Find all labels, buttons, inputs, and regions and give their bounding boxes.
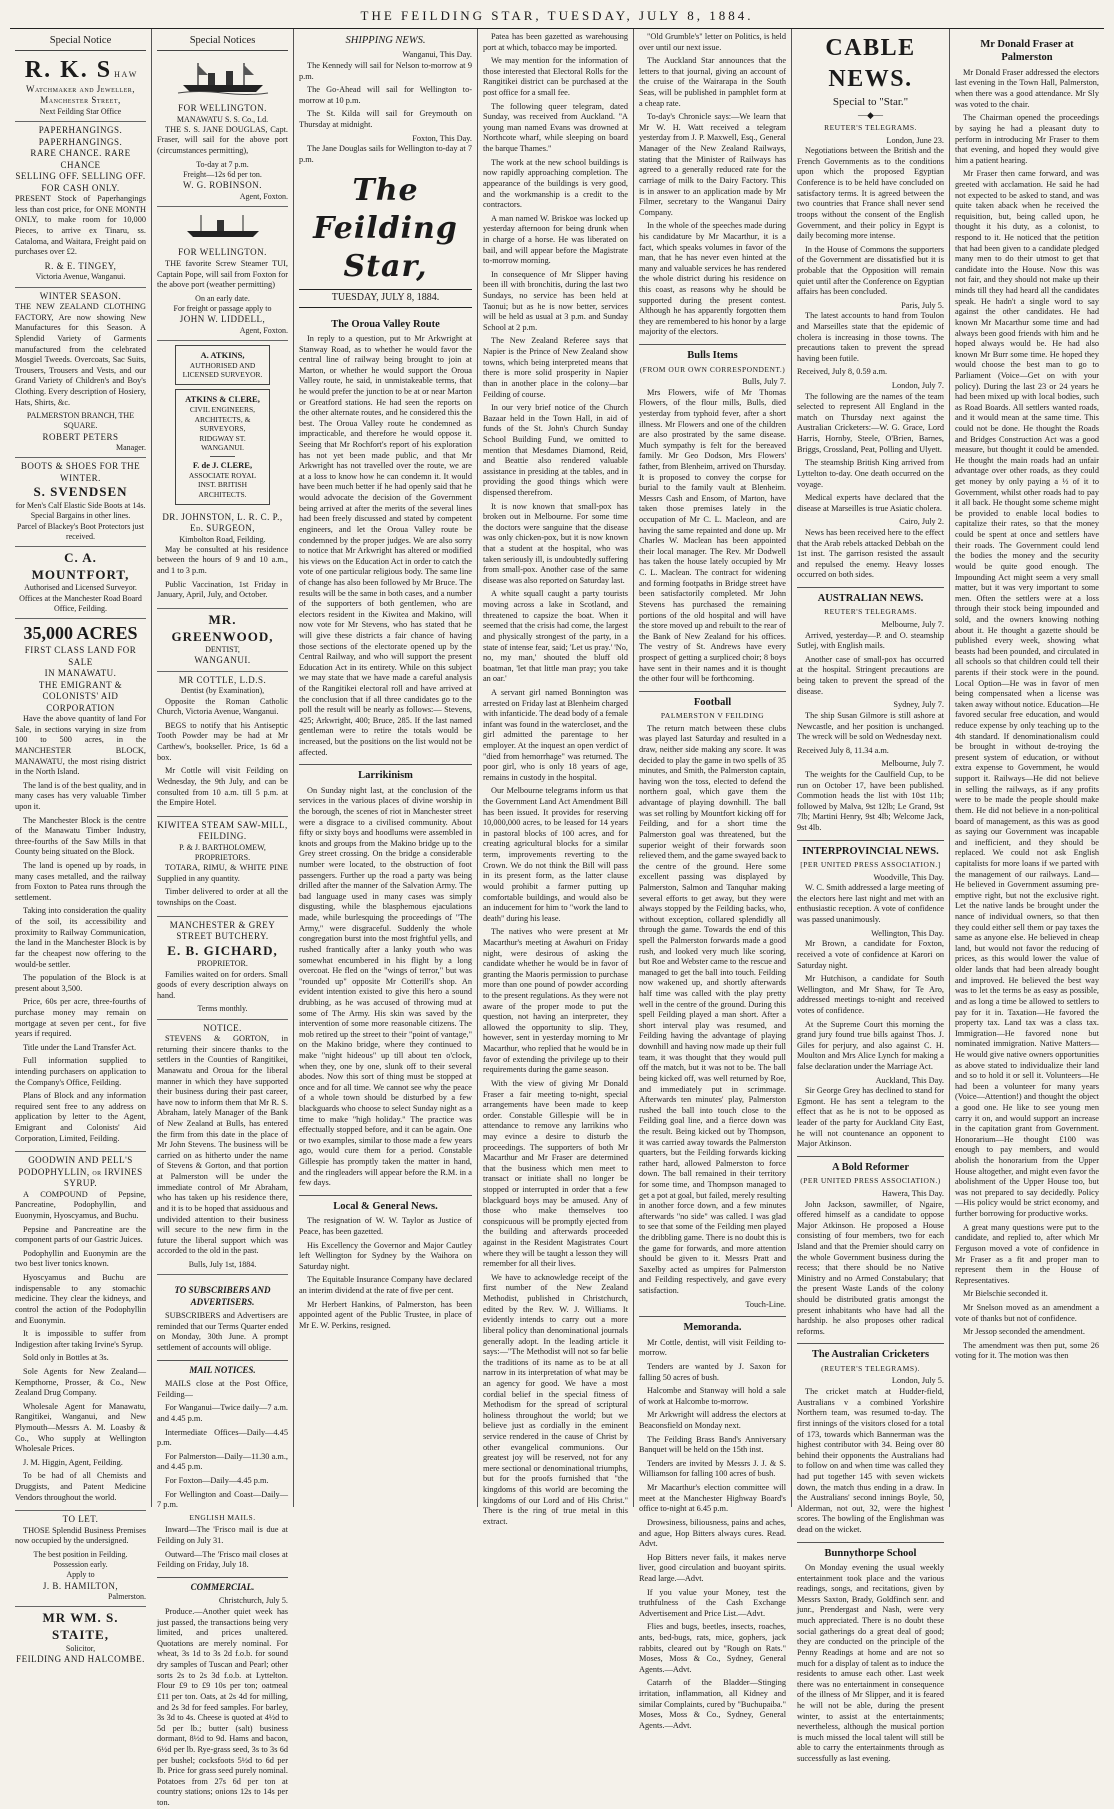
paragraph: At the Supreme Court this morning the grand jury found true bills against Thos. J. Giles for perjury, and also against C. H. Moulton and Mrs Alice Lynch for making a false declaration under the Marriage Act. (797, 1019, 944, 1071)
ad-signature: ROBERT PETERS (42, 431, 119, 442)
paragraph: His Excellency the Governor and Major Cautley left Wellington for Sydney by the Waihora on Saturday night. (299, 1240, 472, 1271)
ad-headline: 35,000 ACRES (23, 622, 138, 643)
ad-signature: Manager. (116, 443, 146, 453)
dateline: Auckland, This Day. (875, 1075, 944, 1085)
paragraph: Catarrh of the Bladder—Stinging irritation, inflammation, all Kidney and similar Complaints, cured by "Buchupaiba." Moses, Moss & Co., Sydney, General Agents.—Advt. (639, 1678, 786, 1730)
dateline: Paris, July 5. (901, 300, 944, 310)
ad-trade: Watchmaker and Jeweller, (25, 83, 136, 94)
dateline: Wellington, This Day. (871, 928, 944, 938)
ad-paragraph: BEGS to notify that his Antiseptic Tooth Powder may be had at Mr Carthew's, bookseller. Price, 1s 6d a box. (157, 720, 288, 762)
paragraph: Mr Cottle, dentist, will visit Feilding to-morrow. (639, 1337, 786, 1358)
paragraph: Mr Jessop seconded the amendment. (963, 1327, 1085, 1337)
ad-title: GOODWIN AND PELL'S PODOPHYLLIN, or IRVINES SYRUP. (18, 1155, 143, 1189)
columns (10, 29, 1104, 1807)
paragraph: The weights for the Caulfield Cup, to be run on October 17, have been published. Commotion heads the list with 10st 11b; followed by Malva, 9st 12lb; Le Grand, 9st 7lb; Martini Henry, 9st 4lb; Welcome Jack, 9st 4lb. (797, 769, 944, 832)
ad-paragraph: Sold only in Bottles at 3s. (23, 1353, 109, 1363)
paragraph: SUBSCRIBERS and Advertisers are reminded that our Terms Quarter ended on Monday, 30th June. A prompt settlement of accounts will oblige. (157, 1311, 288, 1353)
ad-paragraph: Public Vaccination, 1st Friday in January, April, July, and October. (157, 579, 288, 600)
ad-paragraph: Opposite the Roman Catholic Church, Victoria Avenue, Wanganui. (157, 696, 288, 717)
ad-line: Special Bargains in other lines. (30, 511, 131, 521)
ad-line: SELLING OFF. SELLING OFF. (15, 171, 146, 182)
ad-line: Dentist (by Examination), (180, 686, 265, 696)
paragraph: Medical experts have declared that the disease at Marseilles is true Asiatic cholera. (797, 493, 944, 513)
paragraph: In reply to a question, put to Mr Arkwright at Stanway Road, as to whether he would favor the central line of railway being brought to join at Marton, or whether he would support the Oroua Valley route, he said, in unmistakeable terms, that he would prefer the junction to be at or near Marton or Greatford stations. He had seen the reports on the other alternate routes, and he considered this the best. The Oroua Valley route he condemned as impracticable, and therefore he would oppose it. Seeing that Mr Rochfort's report of his exploration has not yet been made public, and that Mr Arkwright has not travelled over the route, we are at a loss to know how he can condemn it. It would have been much better if he had openly said that he would advocate the decision of the Government being arrived at after the merits of the several lines had been freely discussed and stated by competent engineers, and let the Oroua Valley route be condemned by the proper judges. We are also sorry to notice that Mr Arkwright has altered or modified his views on the Education Act in order to catch the vote of one particular religious body. The same line of change has also been followed by Mr Bruce. The results will be the same in both cases, and a number of the supporters of both gentlemen, who are electors resident in the Kiwitea and Makino, will now vote for Mr Stevens, who has stated that he will give these districts a fair chance of having those sections of the electorate opened up by the Central Railway, and who will support the present Education Act in its entirety. While on this subject we may state that we have made a careful analysis of the Rangitikei electoral roll and have arrived at the conclusion that if all three candidates go to the poll the result will be nearly as follows:— Stevens, 425; Arkwright, 400; Bruce, 285. If the last named gentleman were to retire the totals would be increased, but the positions on the list would not be affected. (299, 333, 472, 757)
paragraph: Halcombe and Stanway will hold a sale of work at Halcombe to-morrow. (639, 1386, 786, 1406)
ad-staite (15, 1607, 146, 1669)
paragraph: The following are the names of the team selected to represent All England in the match on Thursday next against the Australian Cricketers:—W. G. Grace, Lord Harris, Hornby, Steele, O'Brien, Barnes, Briggs, Crossland, Peat, Polling and Ulyett. (797, 391, 944, 454)
ad-name-right: H A W (114, 70, 137, 80)
ad-boots (15, 458, 146, 547)
ad-card-atkins-clere (175, 389, 270, 505)
paragraph: "Old Grumble's" letter on Politics, is held over until our next issue. (639, 32, 786, 52)
paragraph: Mr Arkwright will address the electors at Beaconsfield on Monday next. (639, 1410, 786, 1431)
ad-dr-johnston (157, 509, 288, 609)
ad-name-left: R. K. S (24, 57, 113, 84)
issue-date: TUESDAY, JULY 8, 1884. (299, 289, 472, 308)
ad-title: FOR WELLINGTON. (178, 247, 267, 258)
paragraph: Mr Hutchison, a candidate for South Wellington, and Mr Shaw, for Te Aro, addressed meetings to-night and received votes of confidence. (797, 974, 944, 1015)
article-title: Local & General News. (299, 1195, 472, 1213)
ad-signature: W. G. ROBINSON. (183, 180, 262, 191)
article-byline: REUTER'S TELEGRAMS. (824, 607, 917, 617)
article-signature: Touch-Line. (745, 1299, 786, 1309)
paragraph: The Chairman opened the proceedings by saying he had a pleasant duty to perform in introducing Mr Fraser to them that evening, and hoped they would give him a patient hearing. (955, 113, 1099, 165)
column-3 (294, 29, 478, 1507)
ad-paragraph: THE S. S. JANE DOUGLAS, Capt. Fraser, will sail for the above port (circumstances permitting), (157, 124, 288, 156)
article-title: AUSTRALIAN NEWS. (797, 587, 944, 605)
ad-paragraph: To be had of all Chemists and Druggists, and Patent Medicine Vendors throughout the world. (15, 1471, 146, 1502)
ad-signature: Palmerston. (108, 1592, 146, 1602)
paragraph: Mr Snelson moved as an amendment a vote of thanks but not of confidence. (955, 1302, 1099, 1323)
section-title: SHIPPING NEWS. (345, 35, 426, 46)
dateline: Woodville, This Day. (873, 872, 944, 882)
article-title: Memoranda. (639, 1316, 786, 1334)
ad-to-let (15, 1511, 146, 1607)
paragraph: Outward—The 'Frisco mail closes at Feilding on Friday, July 18. (157, 1549, 288, 1570)
dateline: Melbourne, July 7. (881, 620, 944, 630)
column-7 (950, 29, 1104, 1507)
paragraph: Received, July 8, 0.59 a.m. (797, 367, 888, 377)
ad-paragraph: It is impossible to suffer from Indigestion after taking Irvine's Syrup. (15, 1329, 146, 1349)
paragraph: For Wellington and Coast—Daily—7 p.m. (157, 1489, 288, 1510)
article-title: INTERPROVINCIAL NEWS. (797, 840, 944, 858)
divider (210, 456, 236, 457)
paragraph: Tenders are invited by Messrs J. J. & S. Williamson for falling 100 acres of bush. (639, 1458, 786, 1479)
article-byline: (PER UNITED PRESS ASSOCIATION.) (800, 1176, 941, 1186)
column-2 (152, 29, 294, 1807)
ad-cottle (157, 672, 288, 817)
section-title: MAIL NOTICES. (157, 1360, 288, 1377)
ad-line: Possession early. (53, 1560, 108, 1570)
ad-signature: Victoria Avenue, Wanganui. (35, 272, 126, 282)
paragraph: The natives who were present at Mr Macarthur's meeting at Awahuri on Friday night, were desirous of asking the candidate whether he would be in favor of granting the Maoris permission to purchase more than one pound of powder according to the present regulations. As they were not aware of the proper mode to put the question, not having an interpreter, they allowed the opportunity to slip. They, however, sent in yesterday morning to Mr Macarthur, who replied that he would be in favor of extending the privilege up to their requirements during the game season. (483, 927, 628, 1075)
paragraph: In our very brief notice of the Church Bazaar held in the Town Hall, in aid of funds of the St. John's Church Sunday School Building Fund, we omitted to mention that Mesdames Diamond, Reid, and Beattie also rendered valuable assistance in presiding at the tables, and in providing the good things which were dispensed therefrom. (483, 403, 628, 497)
card-role: AUTHORISED AND LICENSED SURVEYOR. (182, 360, 263, 380)
ad-signature: Agent, Foxton. (239, 325, 288, 335)
ad-paragraph: STEVENS & GORTON, in returning their sincere thanks to the settlers in the Counties of Rangitikei, Manawatu and Oroua for the liberal manner in which they have supported their business during their past career, have now to inform them that Mr R. S. Abraham, lately Manager of the Bank of New Zealand at Bulls, has entered the firm from this date in the place of Mr John Stevens. The business will be carried on as hitherto under the name of Stevens & Gorton, and that portion at Palmerston will be under the immediate control of Mr Abraham, who has taken up his residence there, and it is to be hoped that assiduous and undivided attention to their business will secure to the new firm in the future the liberal support which was accorded to the old in the past. (157, 1034, 288, 1256)
ad-35000-acres (15, 619, 146, 1152)
ad-name: MR COTTLE, L.D.S. (178, 674, 267, 685)
paragraph: Mr Fraser then came forward, and was greeted with acclamation. He said he had not expected to be asked to stand, and was quite taken aback when he received the requisition, but, being called upon, he thought it his duty, as a colonist, to respond to it. He noticed that the petition that had been given to a candidate pledged many men to do their utmost to get that candidate into the House. Now this was not fair, and they should not make up their minds till they had heard all the candidates speak. He hadn't a single word to say against the other candidates. He had known Mr Macarthur some time and had always been good friends with him and he hoped always would be. He had also known Mr Burr some time. He hoped they would choose the best man to go to Parliament (Voice—Get on with your policy). During the last 23 or 24 years he had been mixed up with local bodies, such as Road Boards. All settlers wanted roads, and it would mean at the same time. This could not be done. He thought the Roads and Bridges Construction Act was a good measure, but thought it could be amended. He thought the main roads had an unfair advantage over other roads, as they could get money by only paying a ½ of it to Government, whilst other roads had to pay it all back. He thought some scheme might be provided to enable local bodies to capitalize their rates, so that the money could be spent at once and settlers have their roads. The Government could lend the bodies the money and the security would be quite good enough. The Impounding Act might seem a very small matter, but it was very important to some men. Often the settlers were at a loss through their stock being impounded and sold, and the owners knowing nothing about it. He thought a gazette should be published every week, showing what beasts had been pounded, and circulated in all schools so that children could tell their parents if their stock were in the pound. Local Option—He was in favor of men being compensated when a license was taken away without notice. Education—He favored secular free education, and would reduce expense by only teaching up to the 4th standard. If denominationalism could be brought in without de-troying the present system of education, or without extra expense to Government, he would support it. Railways—He did not believe in selling the railways, as if any profits were to be made the people should make them. He did not believe in a non-political board of management, as this was as good as saying our Government was incapable and inefficient, and they should be replaced. We could not ask English capitalists for more loans if we parted with the management of our railways. Land—He believed in Government assuming pre-emptive right, but not the exclusive right. Let the native lands be brought under the nance of individual owners, so that then they could either sell them or pay taxes the same as anyone else. He believed in cheap land, but would not favor the reducing of prices, as this would lower the value of older lands that had been already bought and improved. He believed the best way was to let the terms be as easy as possible, and as long a time be allowed to settlers to pay for it in. Taxation—He favored the property tax. Land tax was a class tax. Immigration—He favored none but nominated immigration. Native Matters—He would give native owners opportunities as above stated to individualize their land and so to hold it or sell it. Volunteers—He had been a volunteer for many years (Voice—Attention!) and thought the object a good one. He like to see young men carry it on, and would support an increase in the capitation grant from Government. Honorarium—He thought £100 was enough to pay members, and would abolish the honorarium from the Upper House altogether, and might even favor the abolishment of the Upper House too, but was not prepared to say decidedly. Policy—His policy would be strict economy, and further borrowing for productive works. (955, 169, 1099, 1219)
paragraph: We may mention for the information of those interested that Electoral Rolls for the Rangitikei district can be purchased at the post office for a small fee. (483, 56, 628, 98)
ad-title: MANCHESTER & GREY STREET BUTCHERY. (169, 919, 276, 942)
paragraph: With the view of giving Mr Donald Fraser a fair meeting to-night, special arrangements have been made to keep order. Constable Gillespie will be in attendance to remove any larrikins who may evince a desire to disturb the proceedings. The supporters of both Mr Macarthur and Mr Fraser are determined that the business which men meet to transact or initiate shall no longer be stopped or interrupted in order that a few blackguard boys may be amused. Any of those who make themselves too conspicuous will be promptly ejected from the building and afterwards proceeded against in the Resident Magistrates Court where they will be taught a lesson they will remember for all their lives. (483, 1078, 628, 1269)
paragraph: Mr Donald Fraser addressed the electors last evening in the Town Hall, Palmerston, when there was a good attendance. Mr Sly was voted to the chair. (955, 67, 1099, 109)
article-byline: REUTER'S TELEGRAMS. (824, 123, 917, 133)
paragraph: The Go-Ahead will sail for Wellington to-morrow at 10 p.m. (299, 85, 472, 105)
ad-paragraph: THE favorite Screw Steamer TUI, Captain Pope, will sail from Foxton for the above port (weather permitting) (157, 258, 288, 290)
article-byline: (REUTER'S TELEGRAMS). (821, 1363, 920, 1373)
column-header: Special Notice (15, 34, 146, 51)
column-4 (478, 29, 634, 1526)
paragraph: Mrs Flowers, wife of Mr Thomas Flowers, of the flour mills, Bulls, died yesterday from typhoid fever, after a short illness. Mr Flowers and one of the children are also prostrated by the same disease. Much sympathy is felt for the bereaved family. Mr Geo Dodson, Mrs Flowers' father, from Blenheim, arrived on Thursday. It is proposed to convey the corpse for burial to the family vault at Blenheim. Messrs Cash and Ensom, of Marton, have taken those premises lately in the occupation of Mr C. L. Macleon, and are having the same repainted and done up. Mr Charles W. Maclean has been appointed their local manager. The Rev. Mr Dodwell has taken the house lately occupied by Mr C. L. Maclean. The contract for widening and forming footpaths in Bridge street have been satisfactorily completed. Mr John Stevens has purchased the remaining portions of the old hospital and will have the store moved up and rebuilt to the rear of the Bank of New Zealand for his offices. The vestry of St. Andrews have every prospect of getting a surpliced choir; 8 boys have sent in their names and it is thought the other four will be forthcoming. (639, 387, 786, 684)
ad-line: FOR CASH ONLY. (41, 182, 120, 193)
paragraph: A man named W. Briskoe was locked up yesterday afternoon for being drunk when in charge of a horse. He was liberated on bail, and will appear before the Magistrate to-morrow morning. (483, 213, 628, 266)
paragraph: News has been received here to the effect that the Arab rebels attacked Debbah on the 1st inst. The garrison resisted the assault and repulsed the enemy. Heavy losses occurred on both sides. (797, 527, 944, 580)
article-subtitle: PALMERSTON V FEILDING (660, 711, 765, 721)
dateline: Wanganui, This Day. (402, 50, 472, 60)
paragraph: The return match between these clubs was played last Saturday and resulted in a draw, neither side making any score. It was decided to play the game in two spells of 35 minutes, and Smith, the Palmerston captain, having won the toss, elected to defend the northern goal, which gave them the advantage of playing downhill. The ball was set rolling by Mountfort kicking off for Feilding, and for a short time the Palmerston goal was threatened, but the superior weight of their forwards soon relieved them, and the game swayed back to the centre of the ground. Here some excellent passing was displayed by Palmerston, Salmon and Tanquhar making several efforts to get away, but they were always stopped by the Feilding backs, who, without exception, collared splendidly all through the game. Towards the end of this spell the Palmerston forwards made a good rush, and looked very much like scoring, but Roe and Webster came to the rescue and managed to get the ball into touch. Feilding now wakened up, and shortly afterwards half time was called with the play pretty well in the centre of the ground. During this spell Feilding played a man short. After a short interval play was resumed, and Feilding having the advantage of playing downhill and having now made up their full team, it was thought that they would pull off the match, but it was not to be. The ball being kicked off, was well returned by Roe, and immediately put in scrimmage. Afterwards ten minutes' play, Palmerston rushed the ball into touch close to the Feilding goal line, and a fierce down was the result. Being kicked out by Thompson, it was carried away towards the Palmerston quarters, but the Feilding forwards kicking rather hard, allowed Palmerston to force down. The ball remained in their territory for some time, and Thompson managed to get a pot at goal, but failed, merely resulting in another force down, and a few minutes afterwards "no side" was called. I was glad to see that some of the Feilding men played the dribbling game. There is no doubt this is the game for forwards, and more attention should be given to it. Messrs Pratt and Saxelby acted as umpires for Palmerston and Feilding respectively, and gave every satisfaction. (639, 723, 786, 1296)
ad-paragraph: Wholesale Agent for Manawatu, Rangitikei, Wanganui, and New Plymouth—Messrs A. M. Loasby & Co., Who supply at Wellington Wholesale Prices. (15, 1401, 146, 1454)
paragraph: W. C. Smith addressed a large meeting of the electors here last night and met with an enthusiastic reception. A vote of confidence was passed unanimously. (797, 883, 944, 925)
paragraph: The Feilding Brass Band's Anniversary Banquet will be held on the 15th inst. (639, 1434, 786, 1455)
paragraph: The latest accounts to hand from Toulon and Marseilles state that the epidemic of cholera is increasing in those towns. The precautions taken to prevent the spread having been futile. (797, 311, 944, 363)
ad-line: Authorised and Licensed Surveyor. (24, 583, 137, 593)
paragraph: The Equitable Insurance Company have declared an interim dividend at the rate of five per cent. (299, 1275, 472, 1295)
paragraph: Produce.—Another quiet week has just passed, the transactions being very limited, and prices unaltered. Quotations are merely nominal. For wheat, 3s 1d to 3s 2d f.o.b. for sound dry samples of Tuscan and Pearl; other sorts 2s to 2s 3d f.o.b. at Lyttelton. Flour £9 to £9 10s per ton; oatmeal £11 per ton. Oats, at 2s 4d for milling, and 2s 3d for feed samples. For barley, 3s 3d to 4s. Cheese is quoted at 4½d to 5d per lb.; butter (salt) business dormant, 8½d to 9d. Hams and bacon, 6½d per lb. Rye-grass seed, 3s to 3s 6d per bushel; cocksfoots 5½d to 6d per lb. Price for grass seed purely nominal. Potatoes from 27s 6d per ton at country stations; onions 12s to 14s per ton. (157, 1607, 288, 1807)
cable-subtitle: Special to "Star." (832, 96, 909, 109)
ad-title: NOTICE. (203, 1022, 242, 1033)
paragraph: Hop Bitters never fails, it makes nerve liver, good circulation and buoyant spirits. Read large.—Advt. (639, 1552, 786, 1583)
steamship-icon (183, 214, 263, 240)
steamship-icon (178, 61, 268, 95)
ad-paragraph: The land is of the best quality, and in many cases has very valuable Timber upon it. (15, 780, 146, 811)
paragraph: In the House of Commons the supporters of the Government are dissatisfied but it is probable that the Opposition will remain quiet until after the Conference on Egyptian affairs has been concluded. (797, 244, 944, 297)
ad-name: MR. GREENWOOD, (171, 611, 274, 644)
paragraph: A white squall caught a party tourists moving across a lake in Scotland, and threatened to capsize the boat. When it seemed that the crisis had come, the largest and physically strongest of the party, in a state of intense fear, said; 'Let us pray.' 'No, no, my man,' shouted the bluff old boatman, 'let that little man pray; you take an oar.' (483, 589, 628, 684)
ad-paragraph: J. M. Higgin, Agent, Feilding. (23, 1457, 123, 1467)
paragraph: In the whole of the speeches made during his candidature by Mr Macarthur, it is a fact, which speaks volumes in favor of the man, that he has never even hinted at the many and valuable services he has rendered the whole district during his residence on this coast, as reasons why he should be supported during the present contest. Although he has apparently forgotten them they are remembered to his honor by a large majority of the electors. (639, 221, 786, 337)
ad-title: KIWITEA STEAM SAW-MILL, FEILDING. (157, 819, 288, 842)
article-byline: [PER UNITED PRESS ASSOCIATION.] (800, 860, 941, 870)
paragraph: Another case of small-pox has occurred at the hospital. Stringent precautions are being taken to prevent the spread of the disease. (797, 654, 944, 696)
article-title: The Australian Cricketers (797, 1343, 944, 1361)
ad-line: PAPERHANGINGS. PAPERHANGINGS. (38, 125, 123, 147)
sub-title: ENGLISH MAILS. (189, 1512, 256, 1522)
ad-line: Terms monthly. (197, 1004, 248, 1014)
ad-paragraph: Price, 60s per acre, three-fourths of purchase money may remain on mortgage at seven per cent., for five years if required. (15, 997, 146, 1039)
article-title: The Oroua Valley Route (331, 318, 440, 330)
paragraph: Drowsiness, biliousness, pains and aches, and ague, Hop Bitters always cures. Read. Advt. (639, 1517, 786, 1549)
paragraph: Intermediate Offices—Daily—4.45 p.m. (157, 1427, 288, 1448)
paragraph: We have to acknowledge receipt of the first number of the New Zealand Methodist, published in Christchurch, edited by the Rev. W. J. Williams. It evidently intends to carry out a more liberal policy than denominational journals generally adopt. In the leading article it says:—"The Methodist will not so far belie the traditions of its name as to be at all narrow in its interpretation of what may be an agency for good. We have a most cordial belief in the special fitness of Methodism for the spread of scriptural holiness throughout the world; but we believe just as cordially in the eminent service rendered in the cause of Christ by other evangelical communions. Our greatest joy will be reserved, not for any mere sectional or denominational triumphs, but for the proofs furnished that "the kingdoms of this world are becoming the kingdoms of our Lord and of His Christ." There is the ring of true metal in this extract. (483, 1272, 628, 1526)
paragraph: The following queer telegram, dated Sunday, was received from Auckland. "A young man named Evans was drowned at Northcote wharf, while sleeping on board the barque Thames." (483, 101, 628, 154)
card-role: ASSOCIATE ROYAL INST. BRITISH ARCHITECTS. (188, 470, 257, 499)
column-5 (634, 29, 792, 1730)
paragraph: For Foxton—Daily—4.45 p.m. (165, 1476, 269, 1486)
column-1 (10, 29, 152, 1664)
dateline: London, July 7. (891, 381, 944, 391)
paragraph: The resignation of W. W. Taylor as Justice of Peace, has been gazetted. (299, 1216, 472, 1236)
ad-name: S. SVENDSEN (33, 484, 128, 500)
ad-line: P. & J. BARTHOLOMEW, (179, 842, 266, 852)
paragraph: The St. Kilda will sail for Greymouth on Thursday at midnight. (299, 109, 472, 130)
ad-title: FOR WELLINGTON. (178, 103, 267, 114)
dateline: London, June 23. (886, 135, 944, 145)
ad-name: C. A. MOUNTFORT, (31, 550, 130, 582)
paragraph: Sir George Grey has declined to stand for Egmont. He has sent a telegram to the effect that as he is not to be opposed as leader of the party for Auckland City East, he will not countenance an opponent to Major Atkinson. (797, 1086, 944, 1149)
ad-line: WANGANUI. (194, 655, 251, 666)
paragraph: For Palmerston—Daily—11.30 a.m., and 4.45 p.m. (157, 1451, 288, 1472)
ad-card-atkins (175, 345, 270, 385)
paragraph: If you value your Money, test the truthfulness of the Cash Exchange Advertisement and Price List.—Advt. (639, 1587, 786, 1618)
ad-next: Next Feilding Star Office (39, 106, 122, 116)
column-header: Special Notices (157, 34, 288, 51)
dateline: Hawera, This Day. (882, 1188, 944, 1198)
ad-paragraph: Full information supplied to intending purchasers on application to the Company's Office, Feilding. (15, 1056, 146, 1087)
ad-line: Kimbolton Road, Feilding. (179, 534, 266, 544)
ad-line: PROPRIETOR. (197, 959, 248, 969)
dateline: Foxton, This Day. (412, 133, 472, 143)
paragraph: Mr Brown, a candidate for Foxton, received a vote of confidence at Karori on Saturday night. (797, 939, 944, 970)
article-title: Larrikinism (299, 764, 472, 782)
paragraph: The work at the new school buildings is now rapidly approaching completion. The appearance of the buildings is very good, and the workmanship is a credit to the contractors. (483, 157, 628, 210)
ad-paperhangings (15, 122, 146, 288)
newspaper-flag: The Feilding Star, (313, 172, 458, 285)
paragraph: The cricket match at Hudder-field, Australians v a combined Yorkshire Northern team, was resumed to-day. The first innings of the visitors closed for a total of 173, towards which Bannerman was the highest contributor with 34. Being over 80 behind their opponents the Australians had to follow on and when time was called they had put together 145 with seven wickets down, the match thus ending in a draw. In the Australians' second innings Boyle, 50, Alderman, not out, 32, were the highest scores. The bowling of the Englishman was dead on the wicket. (797, 1387, 944, 1534)
article-title: Bulls Items (639, 344, 786, 362)
paragraph: Mr Bielschie seconded it. (963, 1289, 1048, 1299)
paragraph: On Sunday night last, at the conclusion of the services in the various places of divine worship in the borough, the scenes of riot in Manchester street were a disgrace to a civilised community. About fifty or sixty boys and hoodlums were assembled in knots and groups from the Makino bridge up to the Grey street crossing. On the bridge a considerable number were located, to the obstruction of foot passengers. Further up the road a party was being drilled after the manner of the Salvation Army. The bad language used in many cases was simply disgusting, while the blasphemous ejaculations made, while burlesquing the proceedings of "The Army," were disgraceful. Suddenly the whole congregation burst into the most frightful yells, and rushed frantically after a lanky youth who was somewhat encumbered in his flight by a long overcoat. He fled on the "wings of terror," but was "rounded up" opposite Mr Cotterill's shop. An evident intention existed to give this hero a sound drubbing, as he was accused of throwing mud at some of The Army. His skin was saved by the intervention of some more reasonable citizens. The mob retired up the street to their "point of vantage," on the Makino bridge, where they continued to make "night hideous" up till about ten o'clock, when they, one by one, slunk off to their several abodes. Now this sort of thing must be stopped at once and for all time. We cannot see why the peace of a whole town should be disturbed by a few blackguards who choose to select Sunday night as a time to make "high holiday." The practice was effectually stopped before, and it can be again. One or two examples, similar to those made a few years ago, would cure them for a period. Constable Gillespie has promptly taken the matter in hand, and the ringleaders will appear before the R.M. in a few days. (299, 785, 472, 1188)
paragraph: A servant girl named Bonnington was arrested on Friday last at Blenheim charged with infanticide. The dead body of a female infant was found in the watercloset, and the girl admitted the parentage to her employer. At the inquest an open verdict of "died from hemorrhage" was returned. The poor girl, who is only 18 years of age, remains in custody in the hospital. (483, 687, 628, 782)
card-name: F. de J. CLERE, (192, 459, 253, 470)
card-address: RIDGWAY ST. WANGANUI. (199, 433, 246, 453)
ad-notice-stevens-gorton (157, 1020, 288, 1276)
ad-paragraph: Sole Agents for New Zealand—Kempthorne, Prosser, & Co., New Zealand Drug Company. (15, 1366, 146, 1398)
ad-line: FIRST CLASS LAND FOR SALE (24, 645, 137, 667)
paragraph: Arrived, yesterday—P. and O. steamship Sutlej, with English mails. (797, 630, 944, 651)
ad-title: BOOTS & SHOES FOR THE WINTER. (20, 461, 141, 483)
ad-paragraph: Hyoscyamus and Buchu are indispensable to any stomachic medicine. They clear the kidneys, and control the action of the Podophyllin and Euonymin. (15, 1273, 146, 1325)
ad-signature: R. & E. TINGEY, (44, 260, 117, 271)
ad-line: Apply to (66, 1570, 95, 1580)
paragraph: In consequence of Mr Slipper having been ill with bronchitis, during the last two Sundays, no service has been held at Taonui; but as he is now better, services will be held as usual at 3 p.m. and Sunday School at 2 p.m. (483, 269, 628, 332)
ad-winter-season (15, 288, 146, 459)
paragraph: The steamship British King arrived from Lyttelton to-day. One death occurred on the voyage. (797, 458, 944, 489)
paragraph: Tenders are wanted by J. Saxon for falling 50 acres of bush. (639, 1361, 786, 1382)
paragraph: The amendment was then put, some 26 voting for it. The motion was then (955, 1340, 1099, 1361)
ad-line: Freight—12s 6d per ton. (183, 169, 262, 179)
ad-line: Bulls, July 1st, 1884. (188, 1259, 257, 1269)
dateline: Cairo, July 2. (899, 517, 944, 527)
ad-line: DENTIST, (205, 645, 240, 655)
ad-address: Manchester Street, (40, 95, 121, 106)
ad-name: E. B. GICHARD, (167, 942, 278, 958)
article-byline: (FROM OUR OWN CORRESPONDENT.) (639, 364, 786, 374)
ad-name: MR WM. S. STAITE, (42, 1610, 119, 1643)
ad-ship-jane-douglas (157, 54, 288, 206)
ornament-icon: —◆— (858, 109, 883, 120)
ad-line: RARE CHANCE. RARE CHANCE (30, 148, 131, 170)
ad-rks-shaw (15, 54, 146, 122)
ad-paragraph: The land is opened up by roads, in many cases metalled, and the railway from Foxton to Patea runs through the settlement. (15, 861, 146, 902)
ad-paragraph: The Manchester Block is the centre of the Manawatu Timber Industry, three-fourths of the Saw Mills in that County being situated on the Block. (15, 815, 146, 857)
paragraph: To-day's Chronicle says:—We learn that Mr W. H. Watt received a telegram yesterday from J. P. Maxwell, Esq., General Manager of the New Zealand Railways, stating that the Minister of Railways has agreed to a generally reduced rate for the carriage of milk to the Dairy Factory. This is in answer to an application made by Mr Filmer, secretary to the Wanganui Dairy Company. (639, 112, 786, 217)
paragraph: Patea has been gazetted as warehousing port at which, tobacco may be imported. (483, 32, 628, 52)
paragraph: On Monday evening the usual weekly entertainment took place and the various readings, songs, and recitations, given by Messrs Saxton, Brady, Goldfinch senr. and junr., Prendergast and Nash, were very much appreciated. There is no doubt these social gatherings do a great deal of good; they are conducted on the principle of the Penny Readings at home and are not so much for a display of talent as to induce the residents to amuse each other. Last week there was no entertainment in consequence of the illness of Mr Slipper, and it is feared he will not be able, during the present winter, to assist at the entertainments; nevertheless, although the musical portion is much missed the local talent will still be able to carry the entertainments through as successfully as last evening. (797, 1563, 944, 1764)
ad-paragraph: Pepsine and Pancreatine are the component parts of our Gastric Juices. (15, 1224, 146, 1245)
paragraph: MAILS close at the Post Office, Feilding— (157, 1379, 288, 1399)
ad-name: DR. JOHNSTON, L. R. C. P., Ed. SURGEON, (162, 511, 283, 534)
ad-paragraph: Mr Cottle will visit Feilding on Wednesday, the 9th July, and can be consulted from 10 a.m. till 5 p.m. at the Empire Hotel. (157, 766, 288, 808)
ad-paragraph: Have the above quantity of land For Sale, in sections varying in size from 100 to 500 acres, in the MANCHESTER BLOCK, MANAWATU, the most rising district in the North Island. (15, 714, 146, 777)
ad-line: PROPRIETORS. (194, 853, 251, 862)
paragraph: Our Melbourne telegrams inform us that the Government Land Act Amendment Bill has been issued. It provides for reserving 10,000,000 acres, to be leased for 14 years in pastoral blocks of 100 acres, and for creating agricultural blocks for a similar term, improvements reverting to the Crown. We do not think the Bill will pass in its present form, as the latter clause would prohibit a farmer putting up comfortable buildings, and would also be an inducement for him to "work the land to death" during his lease. (483, 786, 628, 923)
paragraph: Mr Macarthur's election committee will meet at the Manchester Highway Board's office to-night at 6.45 p.m. (639, 1483, 786, 1514)
article-title: Mr Donald Fraser at Palmerston (980, 39, 1074, 64)
ad-line: For freight or passage apply to (173, 304, 272, 314)
ad-line: The best position in Feilding. (33, 1549, 128, 1559)
ad-line: IN MANAWATU. (44, 668, 117, 679)
card-name: ATKINS & CLERE, (185, 394, 260, 405)
ad-mountfort (15, 547, 146, 619)
masthead: THE FEILDING STAR, TUESDAY, JULY 8, 1884. (10, 6, 1104, 29)
paragraph: Received July 8, 11.34 a.m. (797, 745, 889, 755)
ad-signature: Agent, Foxton. (239, 191, 288, 201)
ad-line: FEILDING AND HALCOMBE. (16, 1653, 145, 1664)
ad-line: for Men's Calf Elastic Side Boots at 14s. (15, 501, 146, 511)
paragraph: It is now known that small-pox has broken out in Melbourne. For some time the doctors were sanguine that the disease was only chicken-pox, but it is now known that a student at the hospital, who was taken seriously ill, is undoubtedly suffering from small-pox. Another case of the same disease was also reported on Saturday last. (483, 501, 628, 585)
ad-line: PALMERSTON BRANCH, THE SQUARE. (26, 411, 135, 431)
paragraph: A great many questions were put to the candidate, and replied to, after which Mr Ferguson moved a vote of confidence in Mr Fraser as a fit and proper man to represent them in the House of Representatives. (955, 1222, 1099, 1285)
ad-greenwood (157, 609, 288, 672)
ad-paragraph: The population of the Block is at present about 3,500. (15, 973, 146, 993)
ad-gichard-butchery (157, 917, 288, 1020)
ad-line: THE EMIGRANT & COLONISTS' AID CORPORATION (38, 679, 123, 713)
ad-paragraph: Podophyllin and Euonymin are the two best liver tonics known. (15, 1248, 146, 1269)
cable-news-title: CABLE NEWS. (825, 35, 916, 92)
ad-body: PRESENT Stock of Paperhangings less than cost price, for ONE MONTH ONLY, to make room for 10,000 Pieces, to arrive ex Tinaru, ss. Cataloma, and Waitara, Freight paid on purchases over £2. (15, 194, 146, 257)
dateline: Melbourne, July 7. (881, 759, 944, 769)
paragraph: Negotiations between the British and the French Governments as to the conditions upon which the proposed Egyptian Conference is to be held have concluded on satisfactory terms. It is agreed between the two countries that France shall never send troops without the consent of the English Government, and their policy in Egypt is daily becoming more intense. (797, 146, 944, 241)
article-title: A Bold Reformer (797, 1156, 944, 1174)
section-title: COMMERCIAL. (157, 1577, 288, 1594)
ad-title: WINTER SEASON. (39, 290, 122, 301)
ad-signature: J. B. HAMILTON, (42, 1580, 119, 1591)
ad-line: MANAWATU S. S. Co., Ld. (176, 114, 269, 124)
ad-line: To-day at 7 p.m. (196, 159, 249, 169)
ad-body: THE NEW ZEALAND CLOTHING FACTORY, Are now showing New Manufactures for this Season. A Splendid Variety of Garments manufactured from the celebrated Mosgiel Tweeds. Overcoats, Sac Suits, Trousers, Trousers and Vests, and our Grand Variety of Children's and Boy's Clothing. Every description of Hosiery, Hats, Shirts, &c. (15, 302, 146, 407)
ad-paragraph: Timber delivered to order at all the townships on the Coast. (157, 887, 288, 908)
section-title: TO SUBSCRIBERS AND ADVERTISERS. (174, 1285, 271, 1307)
paragraph: For Wanganui—Twice daily—7 a.m. and 4.45 p.m. (157, 1403, 288, 1423)
ad-line: Solicitor, (65, 1643, 96, 1653)
ad-signature: JOHN W. LIDDELL, (179, 314, 266, 325)
paragraph: Mr Herbert Hankins, of Palmerston, has been appointed agent of the Public Trustee, in place of Mr E. W. Perkins, resigned. (299, 1299, 472, 1330)
ad-title: TO LET. (62, 1514, 99, 1525)
paragraph: The Auckland Star announces that the letters to that journal, giving an account of the cruise of the Wairarapa in the South Seas, will be published in pamphlet form at a cheap rate. (639, 56, 786, 108)
dateline: Christchurch, July 5. (218, 1596, 288, 1606)
ad-kiwitea-mill (157, 817, 288, 917)
ad-paragraph: May be consulted at his residence between the hours of 9 and 10 a.m., and 1 to 3 p.m. (157, 544, 288, 576)
article-title: Bunnythorpe School (797, 1542, 944, 1560)
paragraph: The ship Susan Gilmore is still ashore at Newcastle, and her position is unchanged. The wreck will be sold on Wednesday next. (797, 710, 944, 742)
card-name: A. ATKINS, (200, 350, 245, 361)
dateline: Sydney, July 7. (893, 700, 944, 710)
dateline: London, July 5. (891, 1376, 944, 1386)
article-title: Football (639, 691, 786, 709)
ad-line: On an early date. (195, 293, 250, 303)
paragraph: Flies and bugs, beetles, insects, roaches, ants, bed-bugs, rats, mice, gophers, jack rabbits, cleared out by "Rough on Rats." Moses, Moss & Co., Sydney, General Agents.—Advt. (639, 1622, 786, 1674)
column-6 (792, 29, 950, 1764)
paragraph: The Kennedy will sail for Nelson to-morrow at 9 p.m. (299, 61, 472, 81)
ad-line: Parcel of Blackey's Boot Protectors just received. (17, 521, 144, 541)
paragraph: Inward—The 'Frisco mail is due at Feilding on July 31. (157, 1525, 288, 1546)
ad-paragraph: Plans of Block and any information required sent free to any address on application by letter to the Agent, Emigrant and Colonists' Aid Corporation, Limited, Feilding. (15, 1091, 146, 1143)
card-role: CIVIL ENGINEERS, ARCHITECTS, & SURVEYORS, (189, 404, 256, 434)
ad-paragraph: THOSE Splendid Business Premises now occupied by the undersigned. (15, 1525, 146, 1546)
paragraph: The Jane Douglas sails for Wellington to-day at 7 p.m. (299, 144, 472, 164)
ad-paragraph: Title under the Land Transfer Act. (23, 1042, 137, 1052)
ad-line: Offices at the Manchester Road Board Office, Feilding. (19, 593, 142, 613)
dateline: Bulls, July 7. (742, 377, 786, 387)
paragraph: The New Zealand Referee says that Napier is the Prince of New Zealand show towns, which being interpreted means that there is more solid prosperity in Napier than in another place in the colony—bar Feilding of course. (483, 336, 628, 399)
ad-goodwin-pell (15, 1152, 146, 1511)
ad-ship-tui (157, 207, 288, 341)
paragraph: John Jackson, sawmiller, of Ngaire, offered himself as a candidate to oppose Major Atkinson. He proposed a House consisting of four members, two for each Island and that the Premier should carry on the whole Government business during the recess; that there should be no Native Ministry and no Armed Constabulary; that the present Waste Lands of the colony should be distributed gratis amongst the present inhabitants who have had all the hardship. he also proposes other radical reforms. (797, 1199, 944, 1336)
ad-paragraph: Families waited on for orders. Small goods of every description always on hand. (157, 969, 288, 1000)
ad-paragraph: Taking into consideration the quality of the soil, its accessibility and proximity to Railway Communication, the land in the Manchester Block is by far the cheapest now offering to the would-be settler. (15, 906, 146, 969)
ad-paragraph: A COMPOUND of Pepsine, Pancreatine, Podophyllin, and Euonymin, Hyoscyamus, and Buchu. (15, 1189, 146, 1221)
ad-paragraph: TOTARA, RIMU, & WHITE PINE Supplied in any quantity. (157, 863, 288, 883)
